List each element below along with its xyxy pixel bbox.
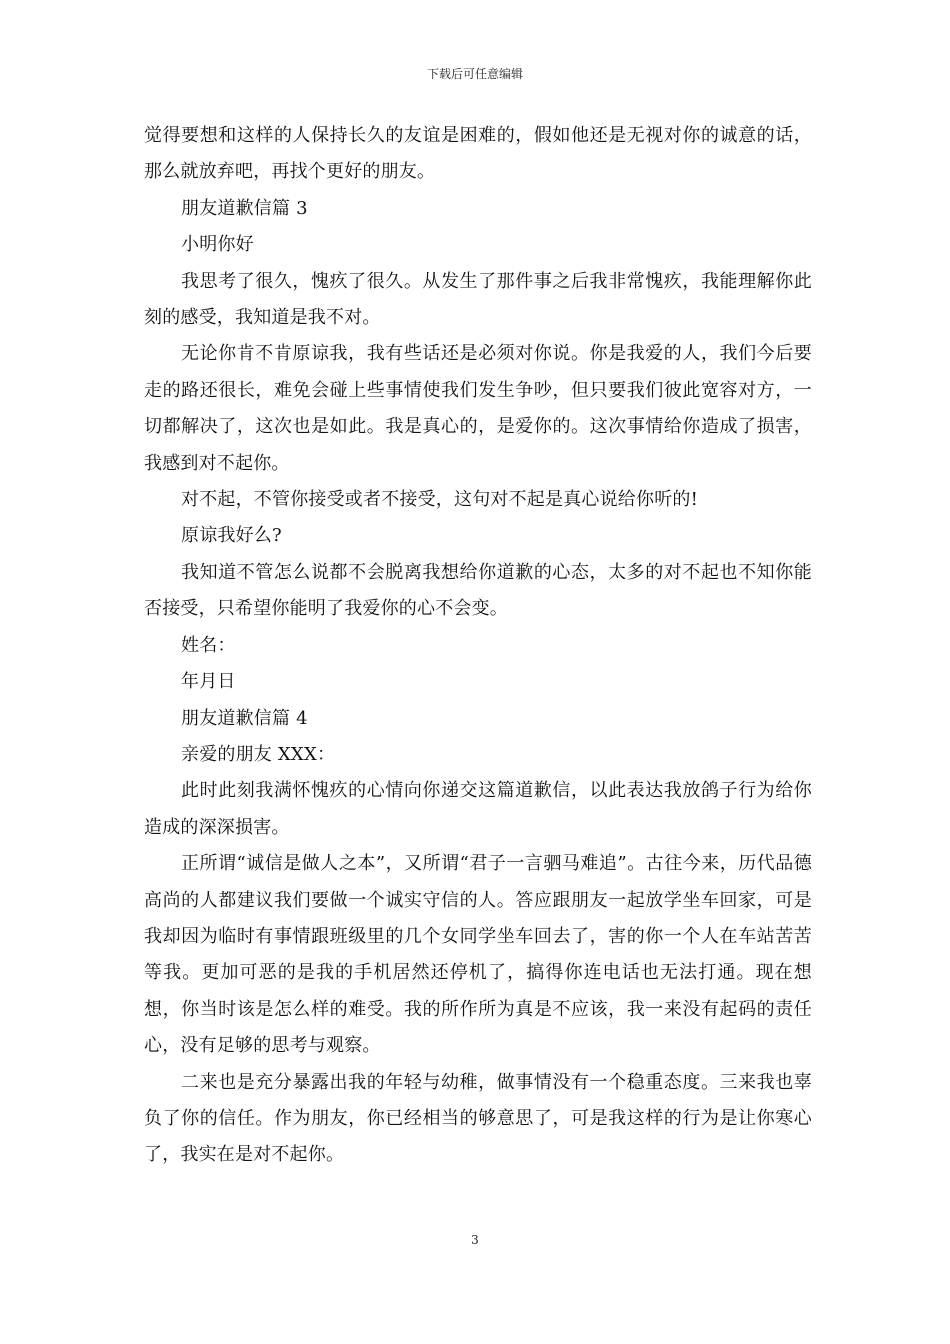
- section-heading: 朋友道歉信篇 3: [181, 197, 308, 219]
- paragraph: 我知道不管怎么说都不会脱离我想给你道歉的心态，太多的对不起也不知你能否接受，只希望你能明了我爱你的心不会变。: [144, 561, 812, 620]
- paragraph: 原谅我好么?: [181, 525, 282, 547]
- paragraph: 我思考了很久，愧疚了很久。从发生了那件事之后我非常愧疚，我能理解你此刻的感受，我知道是我不对。: [144, 270, 812, 329]
- letter-salutation: 亲爱的朋友 XXX：: [181, 743, 336, 765]
- paragraph: 二来也是充分暴露出我的年轻与幼稚，做事情没有一个稳重态度。三来我也辜负了你的信任。作为朋友，你已经相当的够意思了，可是我这样的行为是让你寒心了，我实在是对不起你。: [144, 1071, 812, 1166]
- page-header: 下载后可任意编辑: [426, 67, 523, 81]
- letter-salutation: 小明你好: [181, 234, 254, 256]
- paragraph: 觉得要想和这样的人保持长久的友谊是困难的，假如他还是无视对你的诚意的话，那么就放弃吧，再找个更好的朋友。: [144, 125, 812, 183]
- page-number: 3: [471, 1233, 479, 1247]
- signature-date: 年月日: [181, 671, 236, 693]
- paragraph: 对不起，不管你接受或者不接受，这句对不起是真心说给你听的!: [181, 489, 699, 511]
- paragraph: 此时此刻我满怀愧疚的心情向你递交这篇道歉信，以此表达我放鸽子行为给你造成的深深损害。: [144, 780, 812, 838]
- paragraph: 正所谓“诚信是做人之本”，又所谓“君子一言驷马难追”。古往今来，历代品德高尚的人都建议我们要做一个诚实守信的人。答应跟朋友一起放学坐车回家，可是我却因为临时有事情跟班级里的几个女同学坐车回去了，害的你一个人在车站苦苦等我。更加可恶的是我的手机居然还停机了，搞得你连电话也无法打通。现在想想，你当时该是怎么样的难受。我的所作所为真是不应该，我一来没有起码的责任心，没有足够的思考与观察。: [144, 853, 812, 1057]
- paragraph: 无论你肯不肯原谅我，我有些话还是必须对你说。你是我爱的人，我们今后要走的路还很长，难免会碰上些事情使我们发生争吵，但只要我们彼此宽容对方，一切都解决了，这次也是如此。我是真心的，是爱你的。这次事情给你造成了损害，我感到对不起你。: [144, 343, 812, 474]
- section-heading: 朋友道歉信篇 4: [181, 707, 308, 729]
- document-body: [144, 118, 812, 1174]
- signature-name: 姓名：: [181, 634, 236, 656]
